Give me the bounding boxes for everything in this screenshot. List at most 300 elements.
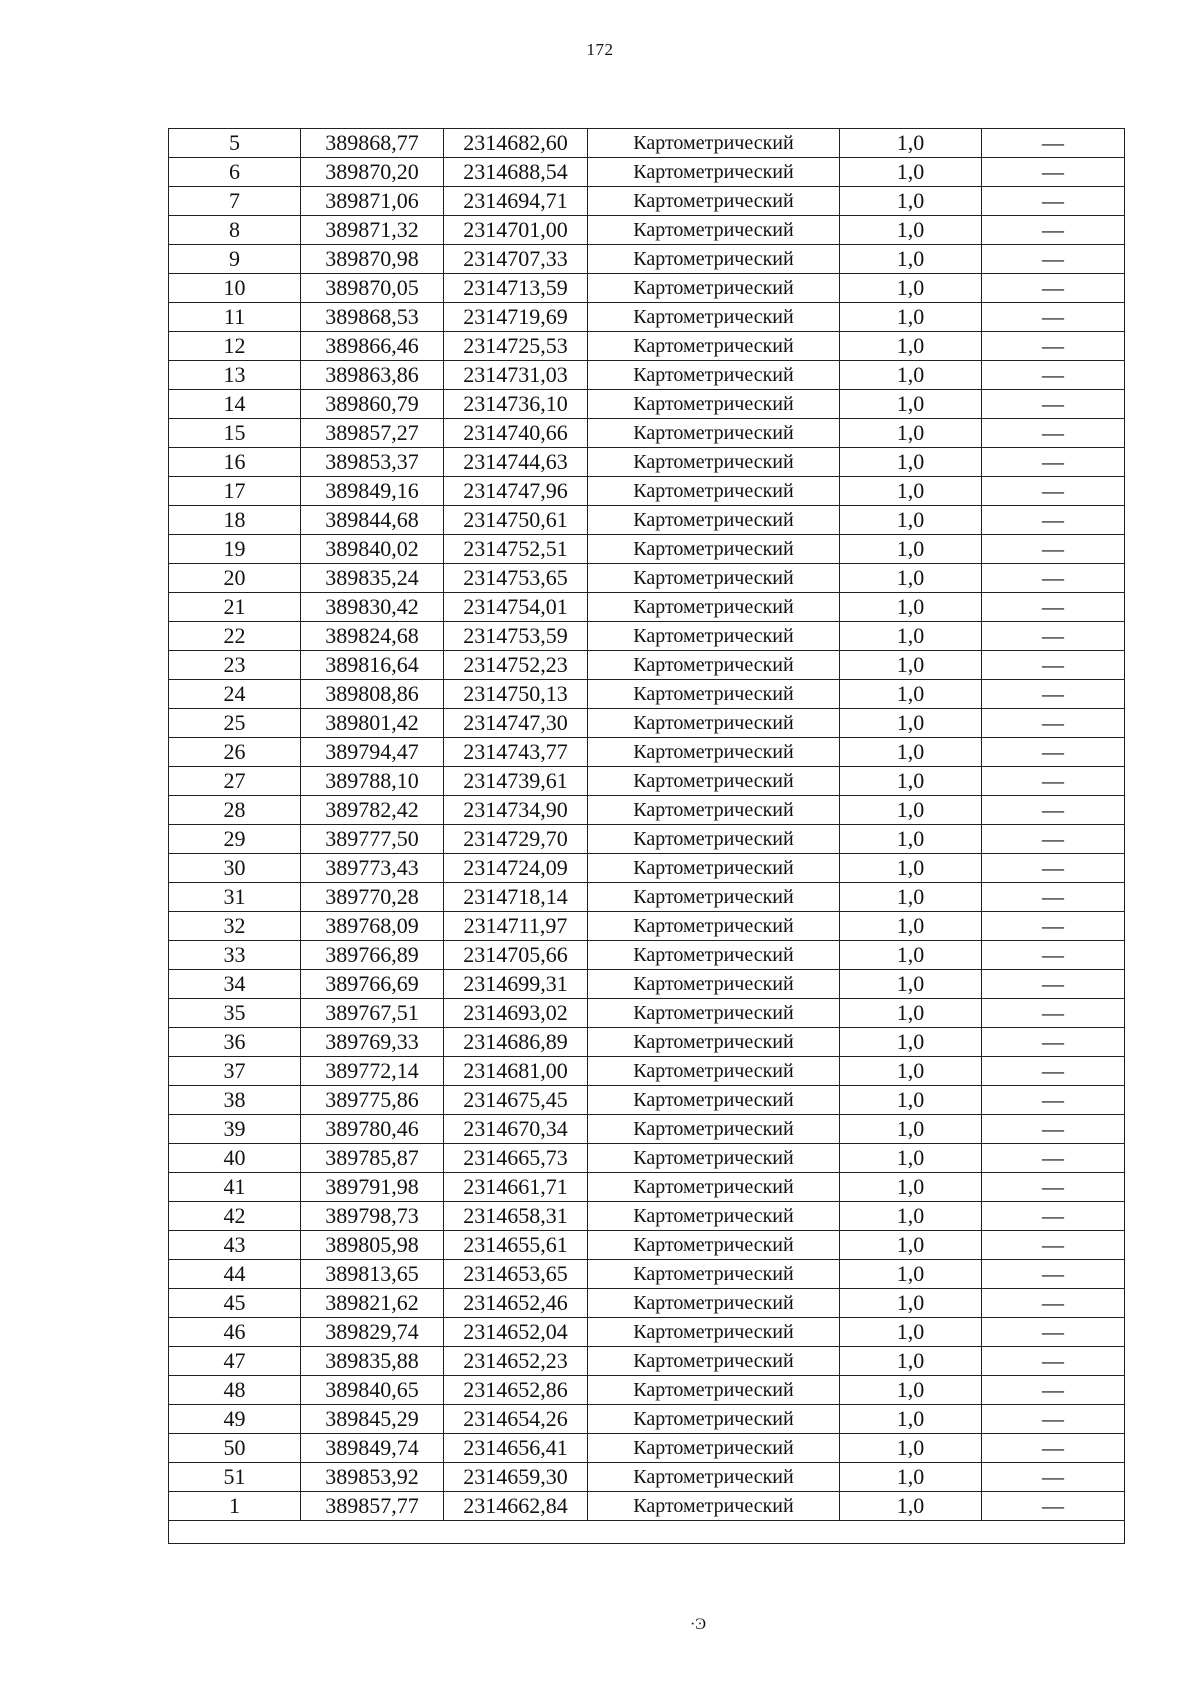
table-row bbox=[169, 1376, 1125, 1405]
accuracy-cell: 1,0 bbox=[840, 796, 982, 825]
x-coordinate-cell: 389860,79 bbox=[301, 390, 444, 419]
y-coordinate-cell: 2314688,54 bbox=[444, 158, 588, 187]
note-cell: — bbox=[982, 1260, 1125, 1289]
point-number-cell: 39 bbox=[169, 1115, 301, 1144]
note-cell: — bbox=[982, 187, 1125, 216]
table-row bbox=[169, 1260, 1125, 1289]
y-coordinate-cell: 2314661,71 bbox=[444, 1173, 588, 1202]
x-coordinate-cell: 389773,43 bbox=[301, 854, 444, 883]
accuracy-cell: 1,0 bbox=[840, 970, 982, 999]
note-cell: — bbox=[982, 1173, 1125, 1202]
point-number-cell: 43 bbox=[169, 1231, 301, 1260]
table-row bbox=[169, 883, 1125, 912]
note-cell: — bbox=[982, 390, 1125, 419]
table-row bbox=[169, 593, 1125, 622]
y-coordinate-cell: 2314754,01 bbox=[444, 593, 588, 622]
method-cell: Картометрический bbox=[588, 651, 840, 680]
table-row bbox=[169, 1173, 1125, 1202]
table-row bbox=[169, 448, 1125, 477]
point-number-cell: 12 bbox=[169, 332, 301, 361]
y-coordinate-cell: 2314686,89 bbox=[444, 1028, 588, 1057]
accuracy-cell: 1,0 bbox=[840, 1289, 982, 1318]
table-row bbox=[169, 1492, 1125, 1521]
y-coordinate-cell: 2314670,34 bbox=[444, 1115, 588, 1144]
bottom-mark: ·Ͽ bbox=[690, 1616, 706, 1633]
note-cell: — bbox=[982, 1318, 1125, 1347]
x-coordinate-cell: 389791,98 bbox=[301, 1173, 444, 1202]
accuracy-cell: 1,0 bbox=[840, 303, 982, 332]
y-coordinate-cell: 2314753,65 bbox=[444, 564, 588, 593]
x-coordinate-cell: 389766,89 bbox=[301, 941, 444, 970]
accuracy-cell: 1,0 bbox=[840, 1028, 982, 1057]
method-cell: Картометрический bbox=[588, 941, 840, 970]
accuracy-cell: 1,0 bbox=[840, 1231, 982, 1260]
method-cell: Картометрический bbox=[588, 767, 840, 796]
note-cell: — bbox=[982, 651, 1125, 680]
table-row bbox=[169, 1405, 1125, 1434]
y-coordinate-cell: 2314752,23 bbox=[444, 651, 588, 680]
point-number-cell: 16 bbox=[169, 448, 301, 477]
table-row bbox=[169, 970, 1125, 999]
accuracy-cell: 1,0 bbox=[840, 622, 982, 651]
accuracy-cell: 1,0 bbox=[840, 738, 982, 767]
method-cell: Картометрический bbox=[588, 1173, 840, 1202]
x-coordinate-cell: 389801,42 bbox=[301, 709, 444, 738]
x-coordinate-cell: 389863,86 bbox=[301, 361, 444, 390]
method-cell: Картометрический bbox=[588, 883, 840, 912]
accuracy-cell: 1,0 bbox=[840, 216, 982, 245]
y-coordinate-cell: 2314724,09 bbox=[444, 854, 588, 883]
accuracy-cell: 1,0 bbox=[840, 999, 982, 1028]
x-coordinate-cell: 389821,62 bbox=[301, 1289, 444, 1318]
x-coordinate-cell: 389808,86 bbox=[301, 680, 444, 709]
y-coordinate-cell: 2314655,61 bbox=[444, 1231, 588, 1260]
accuracy-cell: 1,0 bbox=[840, 1144, 982, 1173]
note-cell: — bbox=[982, 303, 1125, 332]
point-number-cell: 47 bbox=[169, 1347, 301, 1376]
accuracy-cell: 1,0 bbox=[840, 767, 982, 796]
y-coordinate-cell: 2314662,84 bbox=[444, 1492, 588, 1521]
note-cell: — bbox=[982, 1405, 1125, 1434]
x-coordinate-cell: 389866,46 bbox=[301, 332, 444, 361]
page-number: 172 bbox=[586, 40, 614, 59]
table-row bbox=[169, 245, 1125, 274]
y-coordinate-cell: 2314711,97 bbox=[444, 912, 588, 941]
x-coordinate-cell: 389816,64 bbox=[301, 651, 444, 680]
point-number-cell: 49 bbox=[169, 1405, 301, 1434]
y-coordinate-cell: 2314731,03 bbox=[444, 361, 588, 390]
y-coordinate-cell: 2314753,59 bbox=[444, 622, 588, 651]
table-row bbox=[169, 1463, 1125, 1492]
point-number-cell: 30 bbox=[169, 854, 301, 883]
method-cell: Картометрический bbox=[588, 303, 840, 332]
point-number-cell: 31 bbox=[169, 883, 301, 912]
table-row bbox=[169, 1347, 1125, 1376]
accuracy-cell: 1,0 bbox=[840, 187, 982, 216]
note-cell: — bbox=[982, 477, 1125, 506]
table-row bbox=[169, 187, 1125, 216]
note-cell: — bbox=[982, 999, 1125, 1028]
method-cell: Картометрический bbox=[588, 1202, 840, 1231]
y-coordinate-cell: 2314750,13 bbox=[444, 680, 588, 709]
y-coordinate-cell: 2314719,69 bbox=[444, 303, 588, 332]
x-coordinate-cell: 389813,65 bbox=[301, 1260, 444, 1289]
x-coordinate-cell: 389871,06 bbox=[301, 187, 444, 216]
x-coordinate-cell: 389830,42 bbox=[301, 593, 444, 622]
method-cell: Картометрический bbox=[588, 622, 840, 651]
accuracy-cell: 1,0 bbox=[840, 245, 982, 274]
x-coordinate-cell: 389840,02 bbox=[301, 535, 444, 564]
point-number-cell: 45 bbox=[169, 1289, 301, 1318]
y-coordinate-cell: 2314750,61 bbox=[444, 506, 588, 535]
accuracy-cell: 1,0 bbox=[840, 390, 982, 419]
method-cell: Картометрический bbox=[588, 1434, 840, 1463]
y-coordinate-cell: 2314747,96 bbox=[444, 477, 588, 506]
x-coordinate-cell: 389794,47 bbox=[301, 738, 444, 767]
table-row bbox=[169, 506, 1125, 535]
table-row bbox=[169, 129, 1125, 158]
y-coordinate-cell: 2314652,46 bbox=[444, 1289, 588, 1318]
y-coordinate-cell: 2314718,14 bbox=[444, 883, 588, 912]
method-cell: Картометрический bbox=[588, 970, 840, 999]
note-cell: — bbox=[982, 593, 1125, 622]
table-row bbox=[169, 825, 1125, 854]
table-row bbox=[169, 1086, 1125, 1115]
note-cell: — bbox=[982, 564, 1125, 593]
point-number-cell: 8 bbox=[169, 216, 301, 245]
x-coordinate-cell: 389870,05 bbox=[301, 274, 444, 303]
point-number-cell: 14 bbox=[169, 390, 301, 419]
method-cell: Картометрический bbox=[588, 1347, 840, 1376]
accuracy-cell: 1,0 bbox=[840, 709, 982, 738]
table-row bbox=[169, 941, 1125, 970]
note-cell: — bbox=[982, 1289, 1125, 1318]
table-row bbox=[169, 158, 1125, 187]
point-number-cell: 23 bbox=[169, 651, 301, 680]
note-cell: — bbox=[982, 912, 1125, 941]
y-coordinate-cell: 2314725,53 bbox=[444, 332, 588, 361]
table-row bbox=[169, 1289, 1125, 1318]
method-cell: Картометрический bbox=[588, 1463, 840, 1492]
x-coordinate-cell: 389849,16 bbox=[301, 477, 444, 506]
method-cell: Картометрический bbox=[588, 709, 840, 738]
accuracy-cell: 1,0 bbox=[840, 419, 982, 448]
note-cell: — bbox=[982, 419, 1125, 448]
y-coordinate-cell: 2314740,66 bbox=[444, 419, 588, 448]
accuracy-cell: 1,0 bbox=[840, 1376, 982, 1405]
point-number-cell: 7 bbox=[169, 187, 301, 216]
accuracy-cell: 1,0 bbox=[840, 506, 982, 535]
table-row bbox=[169, 274, 1125, 303]
y-coordinate-cell: 2314744,63 bbox=[444, 448, 588, 477]
y-coordinate-cell: 2314682,60 bbox=[444, 129, 588, 158]
y-coordinate-cell: 2314699,31 bbox=[444, 970, 588, 999]
point-number-cell: 35 bbox=[169, 999, 301, 1028]
table-row bbox=[169, 854, 1125, 883]
note-cell: — bbox=[982, 1376, 1125, 1405]
accuracy-cell: 1,0 bbox=[840, 941, 982, 970]
method-cell: Картометрический bbox=[588, 274, 840, 303]
x-coordinate-cell: 389853,37 bbox=[301, 448, 444, 477]
method-cell: Картометрический bbox=[588, 1376, 840, 1405]
note-cell: — bbox=[982, 1028, 1125, 1057]
x-coordinate-cell: 389767,51 bbox=[301, 999, 444, 1028]
x-coordinate-cell: 389853,92 bbox=[301, 1463, 444, 1492]
table-row bbox=[169, 1434, 1125, 1463]
x-coordinate-cell: 389835,24 bbox=[301, 564, 444, 593]
table-row bbox=[169, 999, 1125, 1028]
table-row bbox=[169, 390, 1125, 419]
point-number-cell: 51 bbox=[169, 1463, 301, 1492]
method-cell: Картометрический bbox=[588, 1057, 840, 1086]
y-coordinate-cell: 2314654,26 bbox=[444, 1405, 588, 1434]
method-cell: Картометрический bbox=[588, 912, 840, 941]
x-coordinate-cell: 389849,74 bbox=[301, 1434, 444, 1463]
method-cell: Картометрический bbox=[588, 1405, 840, 1434]
point-number-cell: 36 bbox=[169, 1028, 301, 1057]
note-cell: — bbox=[982, 1115, 1125, 1144]
point-number-cell: 46 bbox=[169, 1318, 301, 1347]
note-cell: — bbox=[982, 883, 1125, 912]
table-row bbox=[169, 1231, 1125, 1260]
x-coordinate-cell: 389870,98 bbox=[301, 245, 444, 274]
table-row bbox=[169, 767, 1125, 796]
note-cell: — bbox=[982, 332, 1125, 361]
point-number-cell: 6 bbox=[169, 158, 301, 187]
accuracy-cell: 1,0 bbox=[840, 1115, 982, 1144]
accuracy-cell: 1,0 bbox=[840, 680, 982, 709]
x-coordinate-cell: 389772,14 bbox=[301, 1057, 444, 1086]
x-coordinate-cell: 389805,98 bbox=[301, 1231, 444, 1260]
accuracy-cell: 1,0 bbox=[840, 332, 982, 361]
point-number-cell: 27 bbox=[169, 767, 301, 796]
note-cell: — bbox=[982, 738, 1125, 767]
x-coordinate-cell: 389845,29 bbox=[301, 1405, 444, 1434]
method-cell: Картометрический bbox=[588, 158, 840, 187]
y-coordinate-cell: 2314659,30 bbox=[444, 1463, 588, 1492]
note-cell: — bbox=[982, 1434, 1125, 1463]
accuracy-cell: 1,0 bbox=[840, 1260, 982, 1289]
note-cell: — bbox=[982, 1347, 1125, 1376]
y-coordinate-cell: 2314701,00 bbox=[444, 216, 588, 245]
point-number-cell: 38 bbox=[169, 1086, 301, 1115]
y-coordinate-cell: 2314747,30 bbox=[444, 709, 588, 738]
x-coordinate-cell: 389782,42 bbox=[301, 796, 444, 825]
note-cell: — bbox=[982, 622, 1125, 651]
y-coordinate-cell: 2314656,41 bbox=[444, 1434, 588, 1463]
method-cell: Картометрический bbox=[588, 1492, 840, 1521]
method-cell: Картометрический bbox=[588, 1028, 840, 1057]
method-cell: Картометрический bbox=[588, 796, 840, 825]
note-cell: — bbox=[982, 854, 1125, 883]
method-cell: Картометрический bbox=[588, 1115, 840, 1144]
accuracy-cell: 1,0 bbox=[840, 593, 982, 622]
method-cell: Картометрический bbox=[588, 477, 840, 506]
table-row bbox=[169, 796, 1125, 825]
table-row bbox=[169, 564, 1125, 593]
y-coordinate-cell: 2314665,73 bbox=[444, 1144, 588, 1173]
y-coordinate-cell: 2314705,66 bbox=[444, 941, 588, 970]
point-number-cell: 48 bbox=[169, 1376, 301, 1405]
y-coordinate-cell: 2314693,02 bbox=[444, 999, 588, 1028]
table-row bbox=[169, 361, 1125, 390]
note-cell: — bbox=[982, 825, 1125, 854]
method-cell: Картометрический bbox=[588, 1260, 840, 1289]
accuracy-cell: 1,0 bbox=[840, 825, 982, 854]
point-number-cell: 41 bbox=[169, 1173, 301, 1202]
point-number-cell: 25 bbox=[169, 709, 301, 738]
x-coordinate-cell: 389788,10 bbox=[301, 767, 444, 796]
method-cell: Картометрический bbox=[588, 1086, 840, 1115]
point-number-cell: 42 bbox=[169, 1202, 301, 1231]
point-number-cell: 15 bbox=[169, 419, 301, 448]
point-number-cell: 32 bbox=[169, 912, 301, 941]
table-row bbox=[169, 419, 1125, 448]
note-cell: — bbox=[982, 1492, 1125, 1521]
point-number-cell: 28 bbox=[169, 796, 301, 825]
accuracy-cell: 1,0 bbox=[840, 448, 982, 477]
table-row bbox=[169, 535, 1125, 564]
point-number-cell: 18 bbox=[169, 506, 301, 535]
point-number-cell: 5 bbox=[169, 129, 301, 158]
table-row bbox=[169, 216, 1125, 245]
y-coordinate-cell: 2314652,04 bbox=[444, 1318, 588, 1347]
table-row bbox=[169, 477, 1125, 506]
method-cell: Картометрический bbox=[588, 187, 840, 216]
point-number-cell: 11 bbox=[169, 303, 301, 332]
table-row bbox=[169, 651, 1125, 680]
point-number-cell: 21 bbox=[169, 593, 301, 622]
x-coordinate-cell: 389798,73 bbox=[301, 1202, 444, 1231]
x-coordinate-cell: 389871,32 bbox=[301, 216, 444, 245]
accuracy-cell: 1,0 bbox=[840, 564, 982, 593]
note-cell: — bbox=[982, 448, 1125, 477]
note-cell: — bbox=[982, 158, 1125, 187]
table-row bbox=[169, 303, 1125, 332]
method-cell: Картометрический bbox=[588, 593, 840, 622]
table-row bbox=[169, 738, 1125, 767]
method-cell: Картометрический bbox=[588, 129, 840, 158]
method-cell: Картометрический bbox=[588, 332, 840, 361]
note-cell: — bbox=[982, 535, 1125, 564]
accuracy-cell: 1,0 bbox=[840, 535, 982, 564]
method-cell: Картометрический bbox=[588, 245, 840, 274]
y-coordinate-cell: 2314729,70 bbox=[444, 825, 588, 854]
table-row bbox=[169, 1115, 1125, 1144]
table-row bbox=[169, 912, 1125, 941]
method-cell: Картометрический bbox=[588, 1318, 840, 1347]
y-coordinate-cell: 2314653,65 bbox=[444, 1260, 588, 1289]
x-coordinate-cell: 389785,87 bbox=[301, 1144, 444, 1173]
accuracy-cell: 1,0 bbox=[840, 274, 982, 303]
point-number-cell: 22 bbox=[169, 622, 301, 651]
x-coordinate-cell: 389777,50 bbox=[301, 825, 444, 854]
note-cell: — bbox=[982, 796, 1125, 825]
method-cell: Картометрический bbox=[588, 419, 840, 448]
x-coordinate-cell: 389824,68 bbox=[301, 622, 444, 651]
table-row bbox=[169, 1057, 1125, 1086]
accuracy-cell: 1,0 bbox=[840, 912, 982, 941]
point-number-cell: 17 bbox=[169, 477, 301, 506]
method-cell: Картометрический bbox=[588, 825, 840, 854]
method-cell: Картометрический bbox=[588, 361, 840, 390]
note-cell: — bbox=[982, 767, 1125, 796]
method-cell: Картометрический bbox=[588, 738, 840, 767]
method-cell: Картометрический bbox=[588, 999, 840, 1028]
note-cell: — bbox=[982, 216, 1125, 245]
y-coordinate-cell: 2314713,59 bbox=[444, 274, 588, 303]
x-coordinate-cell: 389844,68 bbox=[301, 506, 444, 535]
table-row bbox=[169, 1028, 1125, 1057]
accuracy-cell: 1,0 bbox=[840, 361, 982, 390]
y-coordinate-cell: 2314707,33 bbox=[444, 245, 588, 274]
point-number-cell: 13 bbox=[169, 361, 301, 390]
note-cell: — bbox=[982, 506, 1125, 535]
x-coordinate-cell: 389868,77 bbox=[301, 129, 444, 158]
x-coordinate-cell: 389775,86 bbox=[301, 1086, 444, 1115]
accuracy-cell: 1,0 bbox=[840, 1202, 982, 1231]
note-cell: — bbox=[982, 1086, 1125, 1115]
table-row bbox=[169, 1144, 1125, 1173]
accuracy-cell: 1,0 bbox=[840, 158, 982, 187]
note-cell: — bbox=[982, 680, 1125, 709]
accuracy-cell: 1,0 bbox=[840, 1347, 982, 1376]
method-cell: Картометрический bbox=[588, 680, 840, 709]
note-cell: — bbox=[982, 361, 1125, 390]
x-coordinate-cell: 389766,69 bbox=[301, 970, 444, 999]
note-cell: — bbox=[982, 1202, 1125, 1231]
x-coordinate-cell: 389870,20 bbox=[301, 158, 444, 187]
coordinates-table bbox=[168, 128, 1125, 1544]
empty-cell bbox=[169, 1521, 1125, 1544]
method-cell: Картометрический bbox=[588, 1231, 840, 1260]
accuracy-cell: 1,0 bbox=[840, 1086, 982, 1115]
accuracy-cell: 1,0 bbox=[840, 1318, 982, 1347]
point-number-cell: 26 bbox=[169, 738, 301, 767]
accuracy-cell: 1,0 bbox=[840, 1492, 982, 1521]
method-cell: Картометрический bbox=[588, 1144, 840, 1173]
x-coordinate-cell: 389770,28 bbox=[301, 883, 444, 912]
x-coordinate-cell: 389768,09 bbox=[301, 912, 444, 941]
x-coordinate-cell: 389835,88 bbox=[301, 1347, 444, 1376]
table-row bbox=[169, 709, 1125, 738]
note-cell: — bbox=[982, 1144, 1125, 1173]
accuracy-cell: 1,0 bbox=[840, 1057, 982, 1086]
y-coordinate-cell: 2314734,90 bbox=[444, 796, 588, 825]
point-number-cell: 34 bbox=[169, 970, 301, 999]
table-row bbox=[169, 680, 1125, 709]
x-coordinate-cell: 389780,46 bbox=[301, 1115, 444, 1144]
note-cell: — bbox=[982, 129, 1125, 158]
y-coordinate-cell: 2314675,45 bbox=[444, 1086, 588, 1115]
y-coordinate-cell: 2314658,31 bbox=[444, 1202, 588, 1231]
note-cell: — bbox=[982, 1463, 1125, 1492]
note-cell: — bbox=[982, 970, 1125, 999]
point-number-cell: 37 bbox=[169, 1057, 301, 1086]
y-coordinate-cell: 2314743,77 bbox=[444, 738, 588, 767]
method-cell: Картометрический bbox=[588, 535, 840, 564]
note-cell: — bbox=[982, 1057, 1125, 1086]
x-coordinate-cell: 389769,33 bbox=[301, 1028, 444, 1057]
x-coordinate-cell: 389857,27 bbox=[301, 419, 444, 448]
point-number-cell: 10 bbox=[169, 274, 301, 303]
x-coordinate-cell: 389840,65 bbox=[301, 1376, 444, 1405]
method-cell: Картометрический bbox=[588, 448, 840, 477]
y-coordinate-cell: 2314652,86 bbox=[444, 1376, 588, 1405]
accuracy-cell: 1,0 bbox=[840, 1463, 982, 1492]
y-coordinate-cell: 2314736,10 bbox=[444, 390, 588, 419]
method-cell: Картометрический bbox=[588, 1289, 840, 1318]
